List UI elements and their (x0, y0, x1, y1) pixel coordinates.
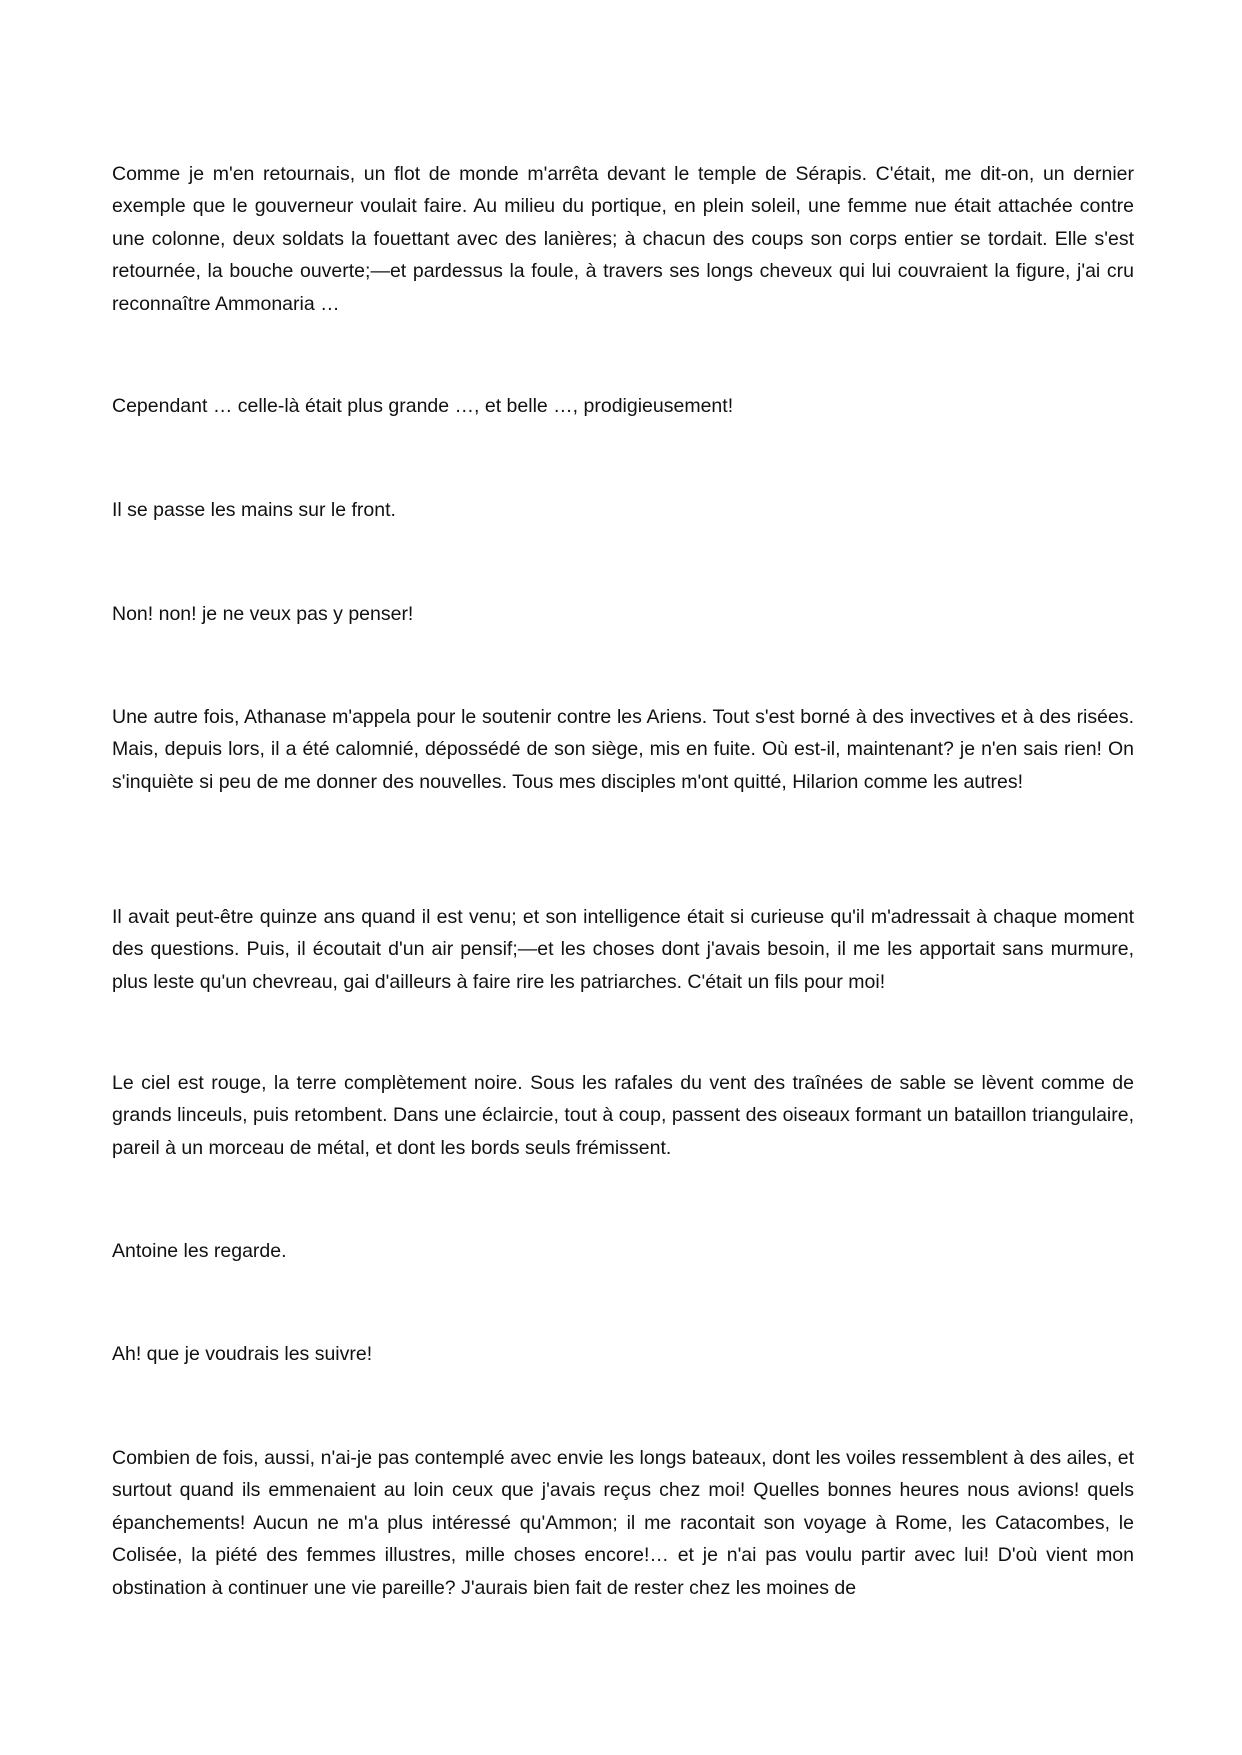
paragraph-temple-serapis: Comme je m'en retournais, un flot de monde m'arrêta devant le temple de Sérapis. C'était, me dit-on, un dernier exemple que le gouverneur voulait faire. Au milieu du portique, en plein soleil, une femme nue était attachée contre une colonne, deux soldats la fouettant avec des lanières; à chacun des coups son corps entier se tordait. Elle s'est retournée, la bouche ouverte;—et pardessus la foule, à travers ses longs cheveux qui lui couvraient la figure, j'ai cru reconnaître Ammonaria … (112, 163, 1134, 315)
paragraph-bateaux: Combien de fois, aussi, n'ai-je pas contemplé avec envie les longs bateaux, dont les voiles ressemblent à des ailes, et surtout quand ils emmenaient au loin ceux que j'avais reçus chez moi! Quelles bonnes heures nous avions! quels épanchements! Aucun ne m'a plus intéressé qu'Ammon; il me racontait son voyage à Rome, les Catacombes, le Colisée, la piété des femmes illustres, mille choses encore!… et je n'ai pas voulu partir avec lui! D'où vient mon obstination à continuer une vie pareille? J'aurais bien fait de rester chez les moines de (112, 1447, 1134, 1599)
paragraph-athanase: Une autre fois, Athanase m'appela pour le soutenir contre les Ariens. Tout s'est borné à des invectives et à des risées. Mais, depuis lors, il a été calomnié, dépossédé de son siège, mis en fuite. Où est-il, maintenant? je n'en sais rien! On s'inquiète si peu de me donner des nouvelles. Tous mes disciples m'ont quitté, Hilarion comme les autres! (112, 706, 1134, 793)
paragraph-suivre: Ah! que je voudrais les suivre! (112, 1343, 373, 1365)
paragraph-cependant: Cependant … celle-là était plus grande …, et belle …, prodigieusement! (112, 395, 734, 417)
paragraph-stage-direction-front: Il se passe les mains sur le front. (112, 499, 396, 521)
paragraph-ciel-rouge: Le ciel est rouge, la terre complètement noire. Sous les rafales du vent des traînées de sable se lèvent comme de grands linceuls, puis retombent. Dans une éclaircie, tout à coup, passent des oiseaux formant un bataillon triangulaire, pareil à un morceau de métal, et dont les bords seuls frémissent. (112, 1072, 1134, 1159)
paragraph-hilarion: Il avait peut-être quinze ans quand il est venu; et son intelligence était si curieuse qu'il m'adressait à chaque moment des questions. Puis, il écoutait d'un air pensif;—et les choses dont j'avais besoin, il me les apportait sans murmure, plus leste qu'un chevreau, gai d'ailleurs à faire rire les patriarches. C'était un fils pour moi! (112, 906, 1134, 993)
paragraph-stage-direction-regarde: Antoine les regarde. (112, 1240, 287, 1262)
paragraph-non-non: Non! non! je ne veux pas y penser! (112, 603, 414, 625)
